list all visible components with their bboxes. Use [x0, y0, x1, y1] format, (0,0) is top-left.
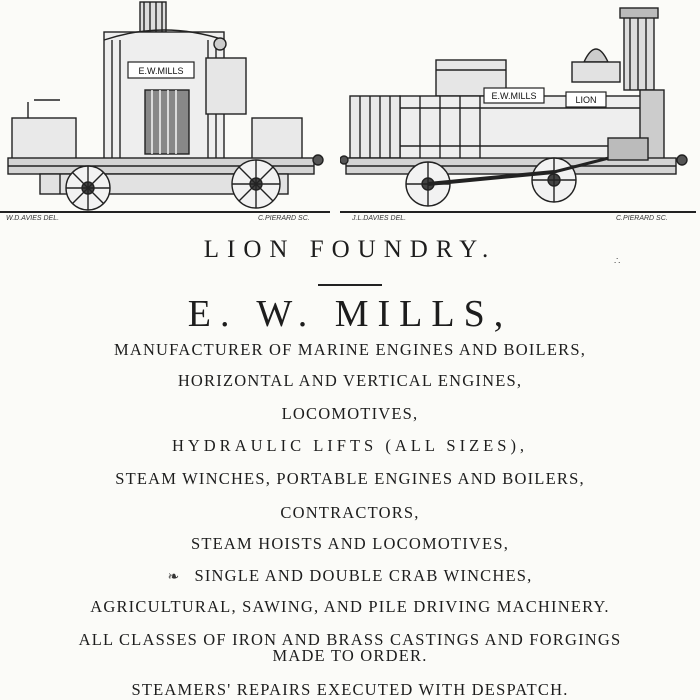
title-divider: [318, 284, 382, 286]
ad-line-hoists: STEAM HOISTS AND LOCOMOTIVES,: [190, 534, 510, 553]
right-nameplate: E.W.MILLS: [491, 91, 537, 101]
foundry-title: LION FOUNDRY.: [203, 236, 497, 263]
right-credit-engraver: C.PIERARD SC.: [616, 215, 668, 222]
lion-locomotive-engraving: [340, 0, 700, 222]
ink-speck: ∴: [614, 256, 621, 267]
ad-line-agricultural: AGRICULTURAL, SAWING, AND PILE DRIVING MACHINERY.: [90, 597, 610, 616]
ad-line-hydraulic: HYDRAULIC LIFTS (ALL SIZES),: [171, 436, 529, 455]
ad-line-crab-winches: SINGLE AND DOUBLE CRAB WINCHES,: [194, 566, 533, 585]
printer-flourish-icon: ❧: [167, 569, 181, 585]
proprietor-name: E. W. MILLS,: [187, 293, 513, 335]
engine-name-plate: LION: [575, 95, 597, 105]
left-nameplate: E.W.MILLS: [138, 66, 184, 76]
ad-line-locomotives: LOCOMOTIVES,: [281, 404, 419, 423]
ad-line-repairs: STEAMERS' REPAIRS EXECUTED WITH DESPATCH.: [131, 680, 569, 699]
right-credit-artist: J.L.DAVIES DEL.: [352, 215, 407, 222]
left-credit-engraver: C.PIERARD SC.: [258, 215, 310, 222]
ad-line-castings: ALL CLASSES OF IRON AND BRASS CASTINGS AND FORGINGS: [78, 630, 622, 649]
ad-line-winches: STEAM WINCHES, PORTABLE ENGINES AND BOILERS,: [115, 469, 585, 488]
ad-line-marine: MANUFACTURER OF MARINE ENGINES AND BOILERS,: [113, 340, 587, 359]
left-credit-artist: W.D.AVIES DEL.: [6, 215, 60, 222]
vertical-boiler-locomotive-drawing: [0, 0, 335, 222]
lion-locomotive-drawing: [340, 0, 700, 222]
ad-line-contractors: CONTRACTORS,: [280, 503, 420, 522]
ad-line-crab-winches-row: [0, 566, 700, 586]
ad-line-made-to-order: MADE TO ORDER.: [272, 646, 428, 665]
vertical-boiler-locomotive-engraving: [0, 0, 335, 222]
ad-line-horizontal: HORIZONTAL AND VERTICAL ENGINES,: [177, 371, 523, 390]
ad-line-castings-block: [0, 632, 700, 664]
